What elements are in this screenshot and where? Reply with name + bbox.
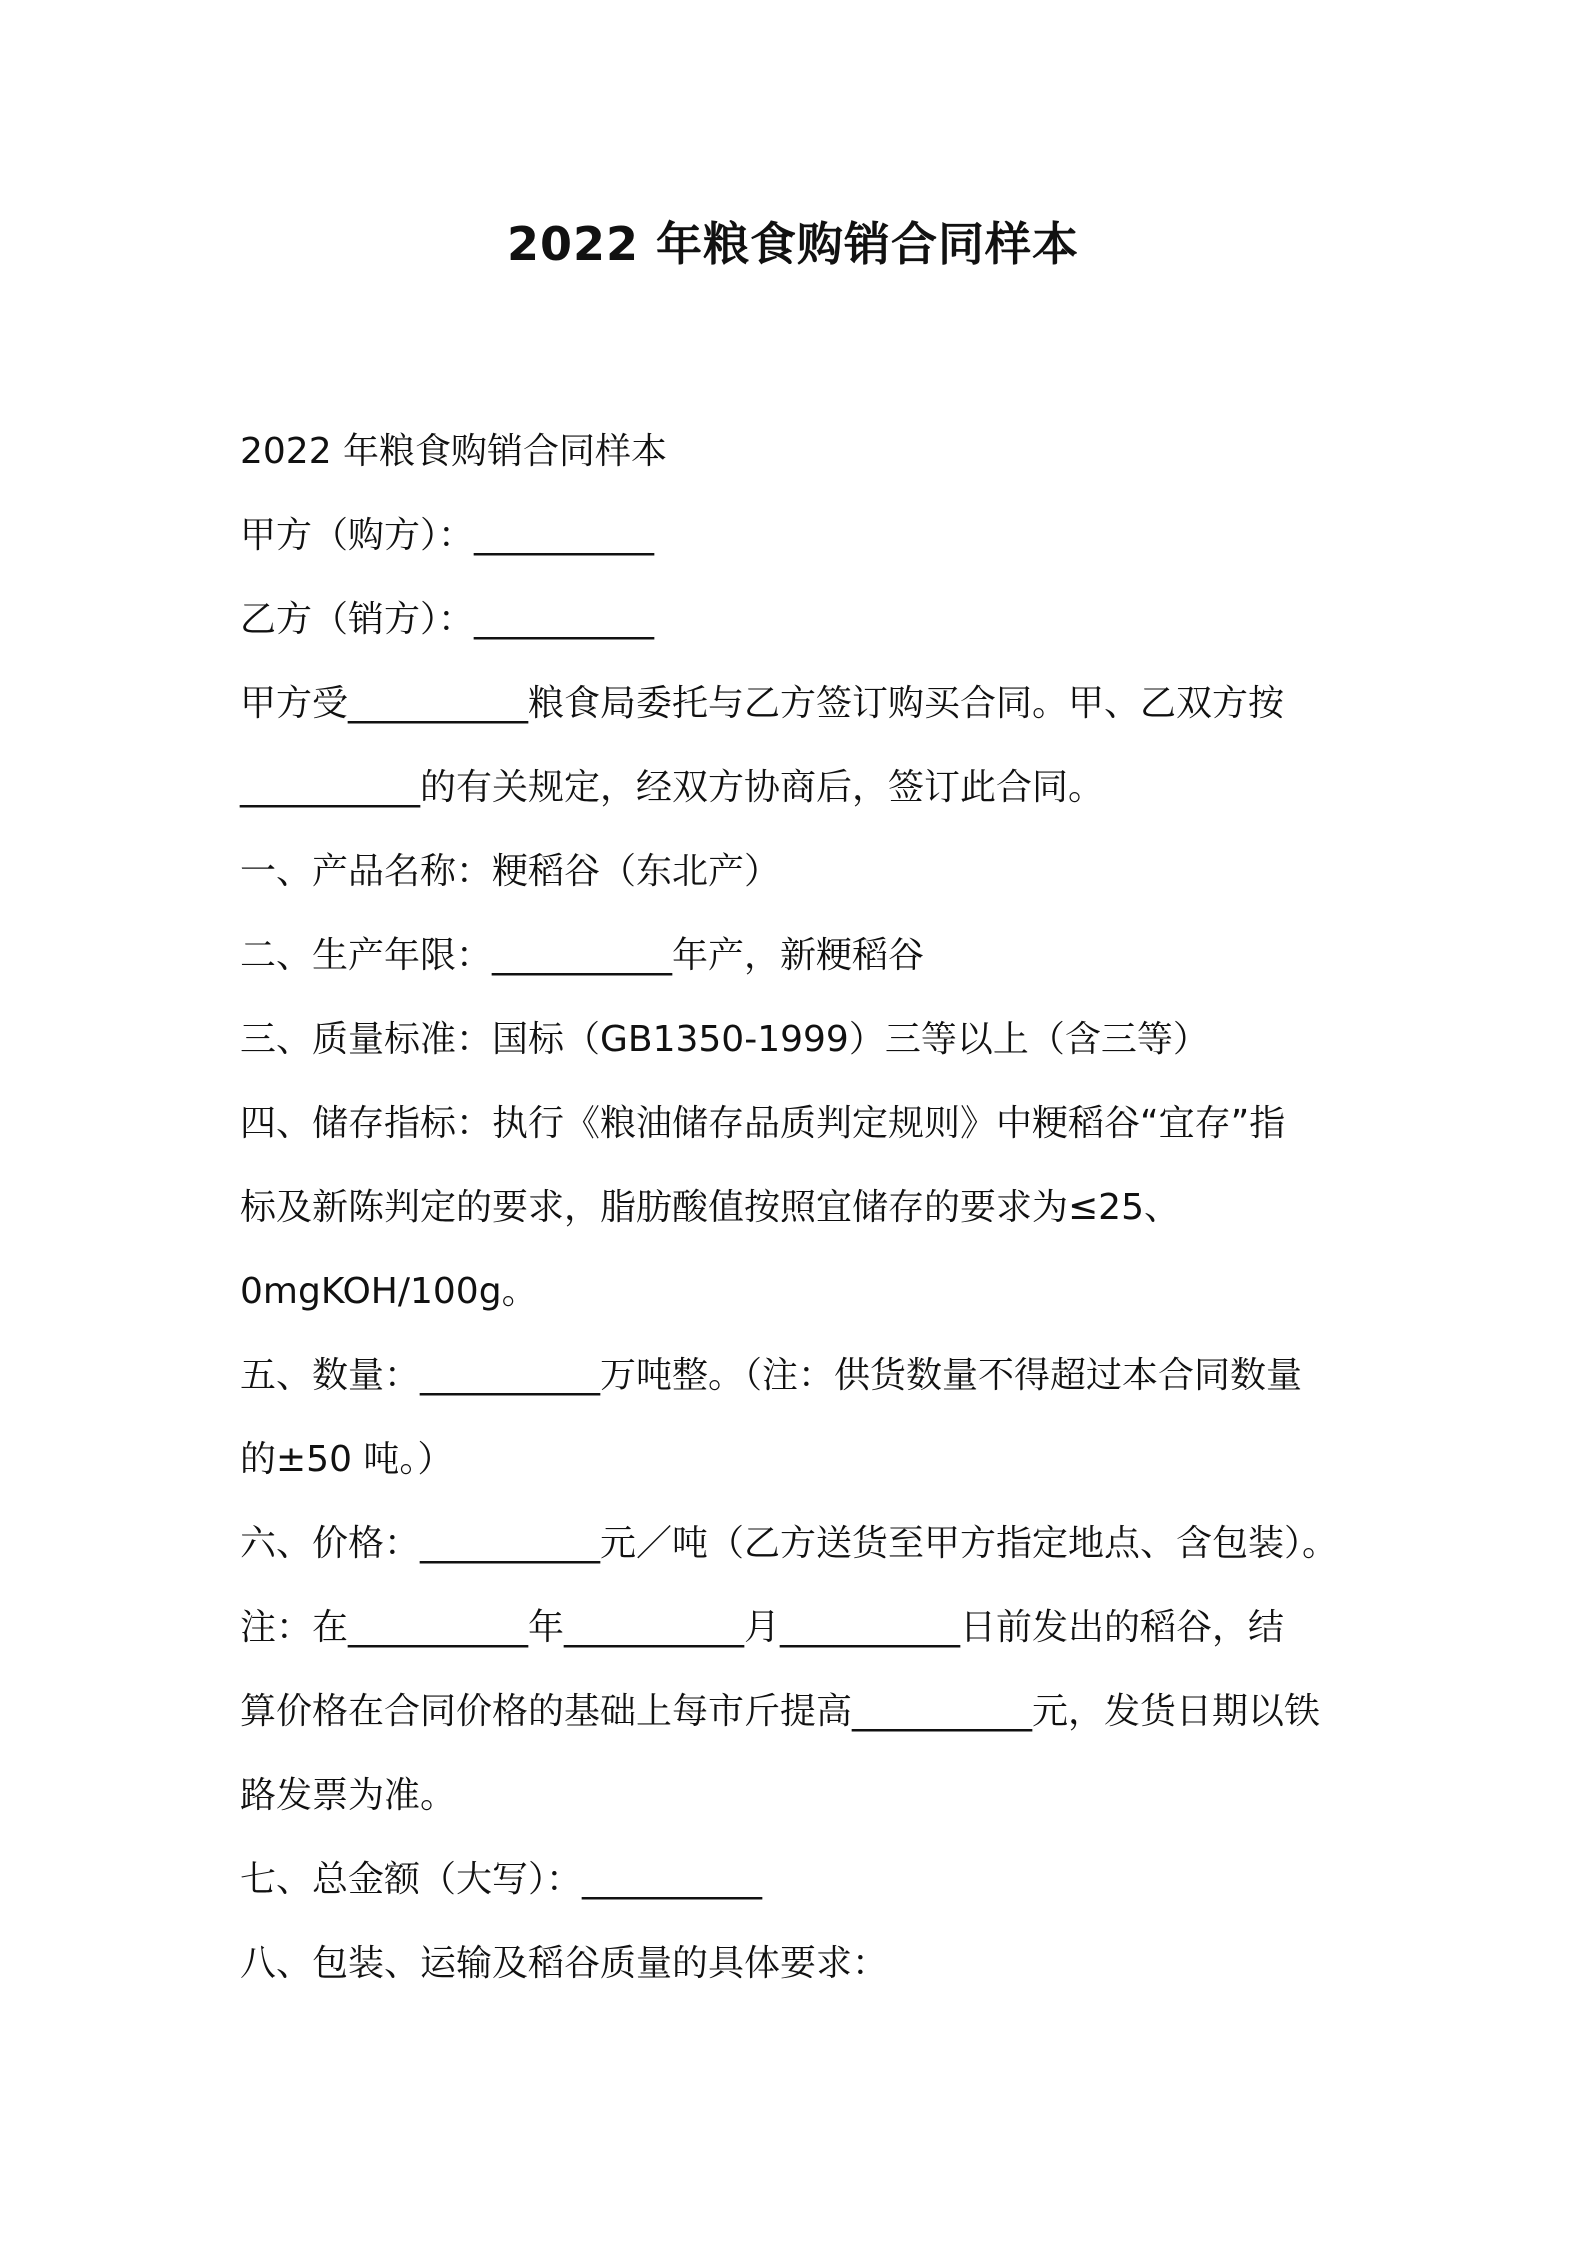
text-line: 八、包装、运输及稻谷质量的具体要求： <box>240 1943 889 1984</box>
text-line: 甲方（购方）：__________ <box>240 515 655 556</box>
text-line: 路发票为准。 <box>240 1775 457 1816</box>
text-line: 三、质量标准：国标（GB1350-1999）三等以上（含三等） <box>240 1019 1209 1060</box>
text-line: 四、储存指标：执行《粮油储存品质判定规则》中粳稻谷“宜存”指 <box>240 1103 1286 1144</box>
text-line: 六、价格：__________元／吨（乙方送货至甲方指定地点、含包装）。 <box>240 1523 1339 1564</box>
text-line: 算价格在合同价格的基础上每市斤提高__________元，发货日期以铁 <box>240 1691 1321 1732</box>
text-line: 二、生产年限：__________年产，新粳稻谷 <box>240 935 925 976</box>
text-line: 五、数量：__________万吨整。（注：供货数量不得超过本合同数量 <box>240 1355 1303 1396</box>
text-line: 注：在__________年__________月__________日前发出的稻谷，结 <box>240 1607 1285 1648</box>
text-line: __________的有关规定，经双方协商后，签订此合同。 <box>240 767 1105 808</box>
document-body <box>240 410 1386 2006</box>
text-line: 的±50 吨。） <box>240 1439 454 1480</box>
text-line: 标及新陈判定的要求，脂肪酸值按照宜储存的要求为≤25、 <box>240 1187 1180 1228</box>
text-line: 乙方（销方）：__________ <box>240 599 655 640</box>
text-line: 七、总金额（大写）：__________ <box>240 1859 763 1900</box>
text-line: 甲方受__________粮食局委托与乙方签订购买合同。甲、乙双方按 <box>240 683 1285 724</box>
text-line: 0mgKOH/100g。 <box>240 1271 538 1312</box>
document-title: 2022 年粮食购销合同样本 <box>506 217 1080 271</box>
text-line: 一、产品名称：粳稻谷（东北产） <box>240 851 781 892</box>
text-line: 2022 年粮食购销合同样本 <box>240 431 668 472</box>
